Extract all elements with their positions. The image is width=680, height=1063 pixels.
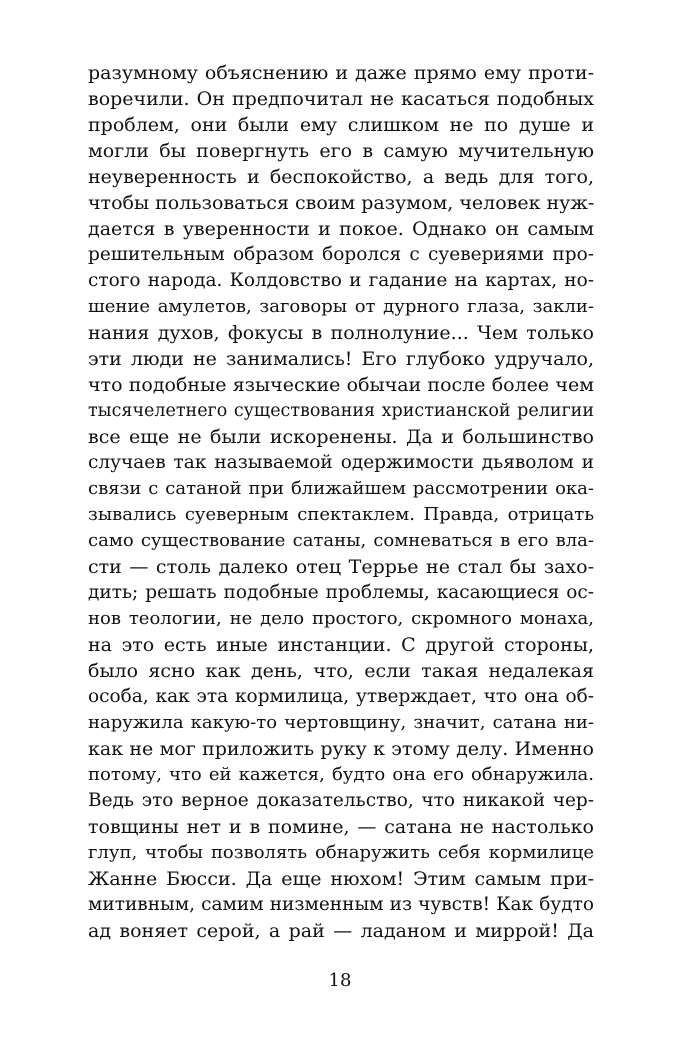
- text-line: глуп, чтобы позволять обнаружить себя кормилице: [88, 842, 594, 863]
- text-line: наружила какую-то чертовщину, значит, сатана ни-: [88, 712, 594, 733]
- text-line: неуверенность и беспокойство, а ведь для того,: [88, 166, 594, 188]
- text-line: ад воняет серой, а рай — ладаном и миррой! Да: [88, 920, 594, 942]
- text-line: дить; решать подобные проблемы, касающиеся ос-: [88, 582, 594, 603]
- text-line: разумному объяснению и даже прямо ему проти-: [88, 62, 594, 84]
- page-number: 18: [328, 970, 352, 991]
- text-line: нания духов, фокусы в полнолуние... Чем только: [88, 322, 594, 344]
- text-line: Жанне Бюсси. Да еще нюхом! Этим самым при-: [88, 868, 594, 890]
- text-line: случаев так называемой одержимости дьяволом и: [88, 452, 594, 473]
- text-line: дается в уверенности и покое. Однако он самым: [88, 218, 594, 240]
- text-line: могли бы повергнуть его в самую мучительную: [88, 140, 594, 162]
- text-line: шение амулетов, заговоры от дурного глаза, закли-: [88, 296, 594, 317]
- text-line: все еще не были искоренены. Да и большинство: [88, 426, 594, 448]
- text-line: сти — столь далеко отец Террье не стал бы захо-: [88, 556, 594, 578]
- text-line: как не мог приложить руку к этому делу. Именно: [88, 738, 594, 760]
- text-line: стого народа. Колдовство и гадание на картах, но-: [88, 270, 594, 291]
- text-line: что подобные языческие обычаи после более чем: [88, 374, 594, 396]
- text-line: зывались суеверным спектаклем. Правда, отрицать: [88, 504, 594, 525]
- text-line: Ведь это верное доказательство, что никакой чер-: [88, 790, 594, 811]
- text-line: чтобы пользоваться своим разумом, человек нуж-: [88, 192, 595, 214]
- text-line: было ясно как день, что, если такая недалекая: [88, 660, 594, 682]
- text-line: потому, что ей кажется, будто она его обнаружила.: [88, 764, 594, 785]
- text-line: особа, как эта кормилица, утверждает, что она об-: [88, 686, 594, 707]
- text-line: само существование сатаны, сомневаться в его вла-: [88, 530, 594, 551]
- text-line: связи с сатаной при ближайшем рассмотрении ока-: [88, 478, 594, 499]
- text-line: митивным, самим низменным из чувств! Как будто: [88, 894, 594, 915]
- text-line: эти люди не занимались! Его глубоко удручало,: [88, 348, 594, 370]
- text-line: на это есть иные инстанции. С другой стороны,: [88, 634, 594, 656]
- text-line: проблем, они были ему слишком не по душе и: [88, 114, 594, 136]
- text-line: воречили. Он предпочитал не касаться подобных: [88, 88, 594, 110]
- text-line: решительным образом боролся с суевериями про-: [88, 244, 594, 265]
- text-line: нов теологии, не дело простого, скромного монаха,: [88, 608, 594, 629]
- body-text: [88, 60, 594, 944]
- text-line: тысячелетнего существования христианской религии: [88, 401, 594, 421]
- text-line: товщины нет и в помине, — сатана не настолько: [88, 816, 594, 838]
